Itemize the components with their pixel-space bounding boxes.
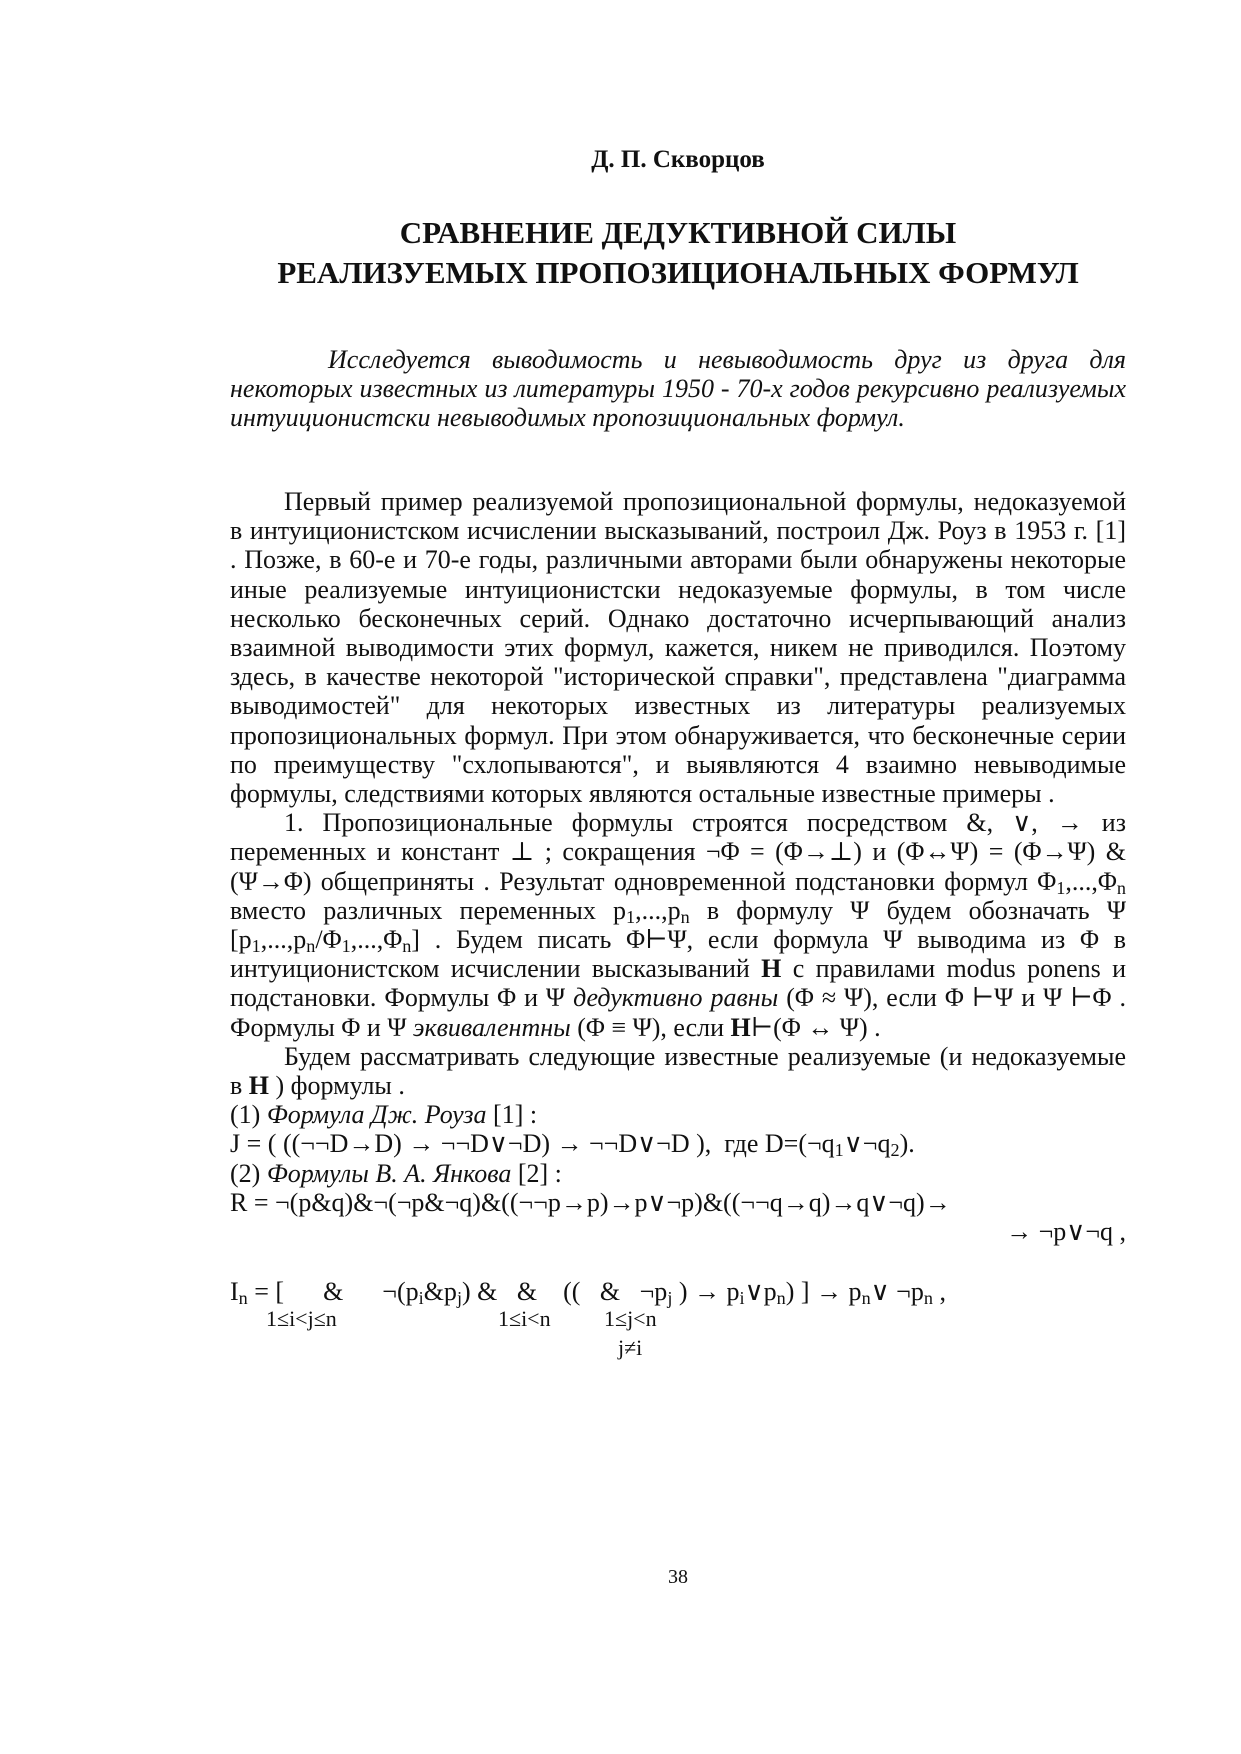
page-number: 38 — [668, 1566, 688, 1588]
consider-paragraph: Будем рассматривать следующие известные реализуемые (и недоказуемые в H ) формулы . — [230, 1041, 1126, 1101]
title-line-2: РЕАЛИЗУЕМЫХ ПРОПОЗИЦИОНАЛЬНЫХ ФОРМУЛ — [277, 255, 1079, 290]
index-4: j≠i — [618, 1335, 643, 1360]
index-2: 1≤i<n — [498, 1306, 551, 1331]
formula-J: J = ( ((¬¬D→D) → ¬¬D∨¬D) → ¬¬D∨¬D ), где $D=(\neg q_1\vee\neg q_2)$. — [230, 1129, 915, 1161]
intro-paragraph: Первый пример реализуемой пропозициональной формулы, недоказуемой в интуиционистском исчислении высказываний, построил Дж. Роуз в 1953 г. [1] . Позже, в 60-е и 70-е годы, различными авторами были обнаружены некоторые иные реализуемые интуиционистски недоказуемые формулы, в том числе несколько бесконечных серий. Однако достаточно исчерпывающий анализ взаимной выводимости этих формул, кажется, никем не приводился. Поэтому здесь, в качестве некоторой "исторической справки", представлена "диаграмма выводимостей" для некоторых известных из литературы реализуемых пропозициональных формул. При этом обнаруживается, что бесконечные серии по преимуществу "схлопываются", и выявляются 4 взаимно невыводимые формулы, следствиями которых являются остальные известные примеры . — [230, 487, 1126, 809]
section-1-paragraph: 1. Пропозициональные формулы строятся посредством &, ∨, → из переменных и констант ⊥ ; сокращения ¬Φ = (Φ→⊥) и (Φ↔Ψ) = (Φ→Ψ) & (Ψ→Φ) общеприняты . Результат одновременной подстановки формул $\Phi_1,...,\Phi_n$ вместо различных переменных $p_1,...,p_n$ в формулу Ψ будем обозначать Ψ $[p_1,...,p_n/\Phi_1,...,\Phi_n]$ . Будем писать Φ⊢Ψ, если формула Ψ выводима из Φ в интуиционистском исчислении высказываний H с правилами modus ponens и подстановки. Формулы Φ и Ψ дедуктивно равны (Φ ≈ Ψ), если Φ ⊢Ψ и Ψ ⊢Φ . Формулы Φ и Ψ эквивалентны (Φ ≡ Ψ), если H⊢(Φ ↔ Ψ) . — [230, 808, 1127, 1042]
formula-I-n: $I_n$ = [ & $\neg(p_i\&p_j)$ & & (( & $\neg p_j$ ) → $p_i\vee p_n$) ] → $p_n\vee$ $\neg p_n$ , — [230, 1277, 946, 1308]
title-line-1: СРАВНЕНИЕ ДЕДУКТИВНОЙ СИЛЫ — [399, 215, 957, 250]
formula-R-line-2: → ¬p∨¬q , — [1006, 1217, 1126, 1247]
abstract: Исследуется выводимость и невыводимость друг из друга для некоторых известных из литературы 1950 - 70-х годов рекурсивно реализуемых интуиционистски невыводимых пропозициональных формул. — [230, 345, 1126, 432]
formula-R-line-1: R = ¬(p&q)&¬(¬p&¬q)&((¬¬p→p)→p∨¬p)&((¬¬q→q)→q∨¬q)→ — [230, 1187, 951, 1217]
paper-title — [230, 213, 1126, 293]
index-1: 1≤i<j≤n — [266, 1306, 337, 1331]
formula-2-heading: (2) Формулы В. А. Янкова [2] : — [230, 1158, 562, 1188]
author: Д. П. Скворцов — [591, 146, 765, 173]
body-text — [230, 487, 1126, 1246]
index-3: 1≤j<n — [604, 1306, 657, 1331]
formula-1-heading: (1) Формула Дж. Роуза [1] : — [230, 1100, 538, 1130]
